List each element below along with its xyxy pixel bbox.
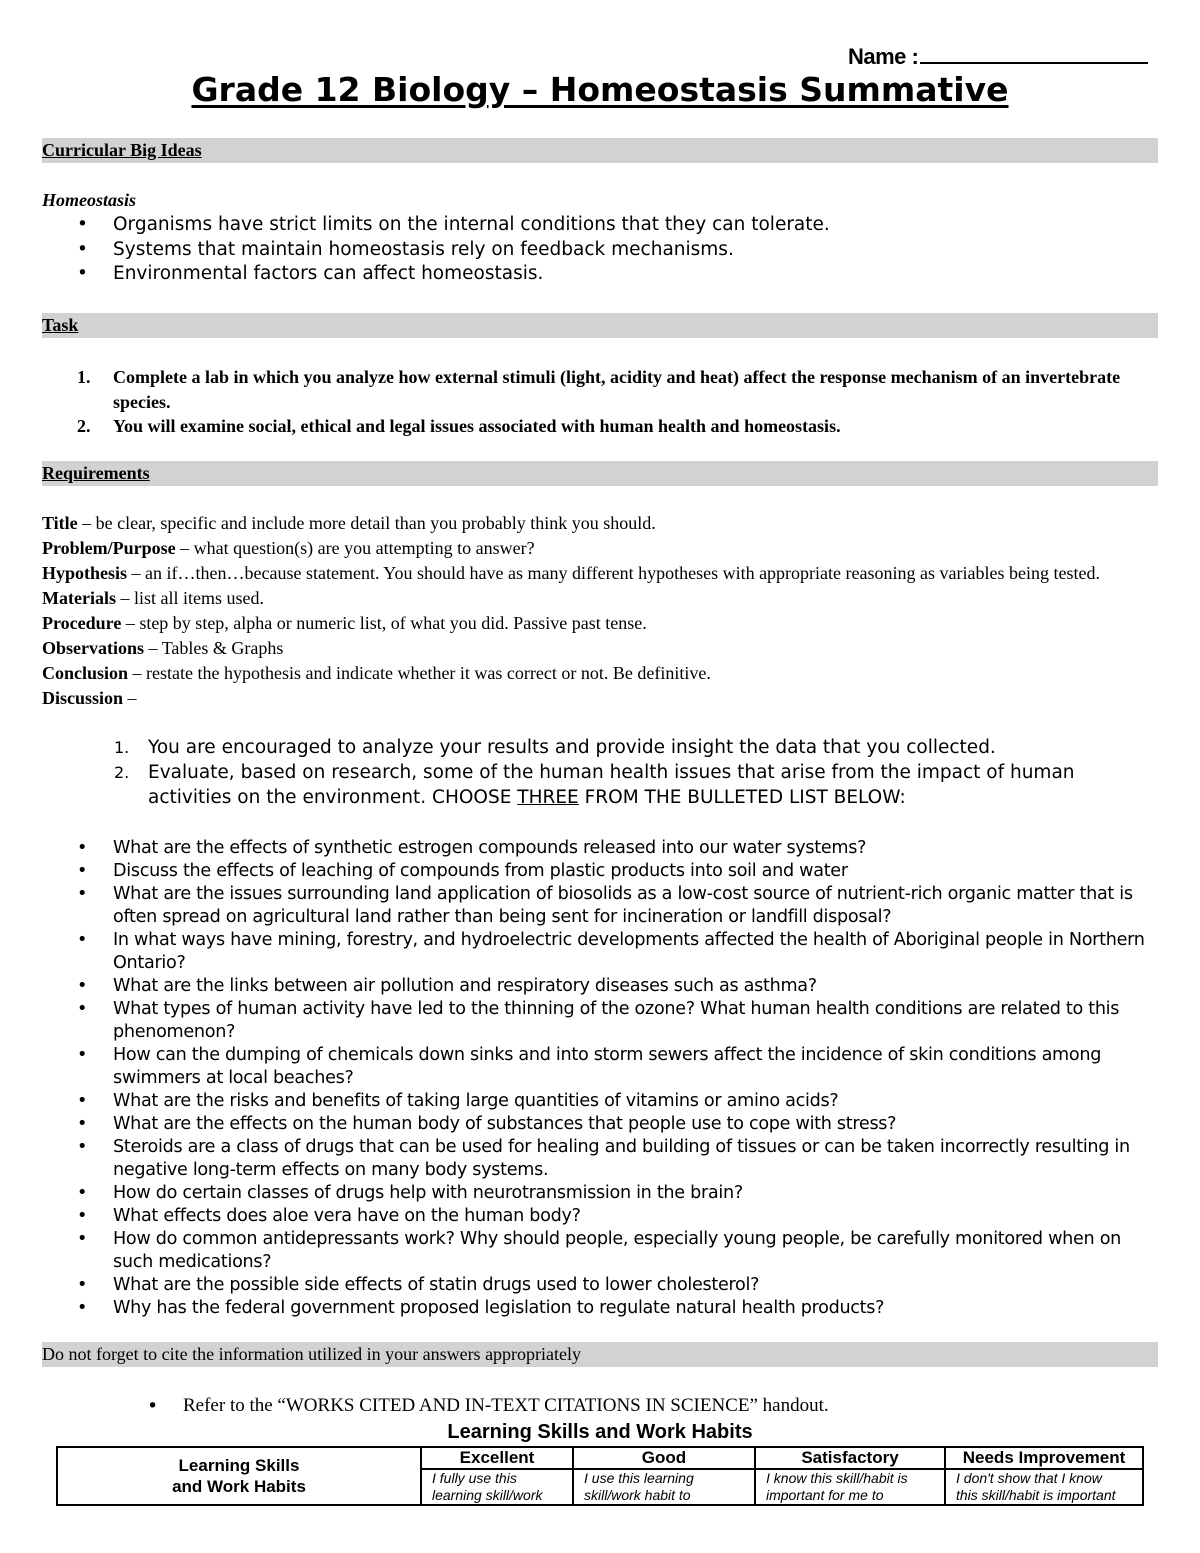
- list-item: • What effects does aloe vera have on the human body?: [113, 1205, 1163, 1228]
- section-heading-requirements: Requirements: [42, 463, 150, 483]
- requirement-text: –: [123, 688, 137, 708]
- cell-line: I fully use this: [432, 1470, 517, 1486]
- list-item: • What are the risks and benefits of taking large quantities of vitamins or amino acids?: [113, 1090, 1163, 1113]
- list-item: • How do common antidepressants work? Why should people, especially young people, be carefully monitored when on such medications?: [113, 1228, 1163, 1274]
- list-item: • Systems that maintain homeostasis rely on feedback mechanisms.: [113, 238, 1173, 263]
- list-item: [77, 414, 1158, 439]
- list-item: • What are the effects of synthetic estrogen compounds released into our water systems?: [113, 837, 1163, 860]
- issues-list: [113, 837, 1163, 1320]
- column-header-needs-improvement: Needs Improvement: [945, 1447, 1143, 1469]
- list-item: • Organisms have strict limits on the internal conditions that they can tolerate.: [113, 213, 1173, 238]
- section-band-cite: [42, 1342, 1158, 1367]
- discussion-text: You are encouraged to analyze your results and provide insight the data that you collected.: [148, 737, 996, 758]
- list-number: 2.: [114, 763, 130, 782]
- list-item: • Why has the federal government proposed legislation to regulate natural health products?: [113, 1297, 1163, 1320]
- big-ideas-list: [113, 213, 1173, 287]
- requirement-term: Problem/Purpose: [42, 538, 176, 558]
- name-field[interactable]: [848, 42, 1148, 70]
- cell-line: skill/work habit to: [584, 1487, 691, 1503]
- column-header-good: Good: [573, 1447, 755, 1469]
- requirement-term: Materials: [42, 588, 116, 608]
- row-header-learning-skills: [57, 1447, 421, 1505]
- list-item: • Discuss the effects of leaching of compounds from plastic products into soil and water: [113, 860, 1163, 883]
- requirement-item: [42, 586, 1152, 611]
- cell-line: I don't show that I know: [956, 1470, 1102, 1486]
- list-item: • Steroids are a class of drugs that can be used for healing and building of tissues or can be taken incorrectly resulting in negative long-term effects on many body systems.: [113, 1136, 1163, 1182]
- requirement-item: [42, 636, 1152, 661]
- requirement-text: – be clear, specific and include more detail than you probably think you should.: [77, 513, 656, 533]
- requirement-text: – restate the hypothesis and indicate whether it was correct or not. Be definitive.: [128, 663, 711, 683]
- section-heading-task: Task: [42, 315, 79, 335]
- requirement-text: – step by step, alpha or numeric list, of what you did. Passive past tense.: [121, 613, 647, 633]
- cell-line: learning skill/work: [432, 1487, 543, 1503]
- list-number: 1.: [77, 367, 91, 387]
- list-item: • What are the links between air pollution and respiratory diseases such as asthma?: [113, 975, 1163, 998]
- requirement-item: [42, 661, 1152, 686]
- cell-line: I know this skill/habit is: [766, 1470, 908, 1486]
- task-text: Complete a lab in which you analyze how external stimuli (light, acidity and heat) affect the response mechanism of an invertebrate species.: [113, 367, 1121, 412]
- row-header-line: Learning Skills: [178, 1456, 300, 1475]
- requirement-item: [42, 611, 1152, 636]
- list-item: • How do certain classes of drugs help with neurotransmission in the brain?: [113, 1182, 1163, 1205]
- table-cell: [945, 1469, 1143, 1505]
- table-header-row: [57, 1447, 1143, 1469]
- cite-handout-note: • Refer to the “WORKS CITED AND IN-TEXT CITATIONS IN SCIENCE” handout.: [183, 1395, 829, 1417]
- name-label: Name :: [848, 44, 919, 69]
- column-header-satisfactory: Satisfactory: [755, 1447, 945, 1469]
- task-text: You will examine social, ethical and legal issues associated with human health and homeostasis.: [113, 416, 841, 436]
- requirement-item: [42, 561, 1152, 586]
- list-number: 1.: [114, 738, 130, 757]
- requirement-term: Discussion: [42, 688, 124, 708]
- section-heading-big-ideas: Curricular Big Ideas: [42, 140, 202, 160]
- table-cell: [755, 1469, 945, 1505]
- discussion-text-end: FROM THE BULLETED LIST BELOW:: [578, 787, 906, 808]
- cell-line: this skill/habit is important: [956, 1487, 1116, 1503]
- list-item: • Environmental factors can affect homeostasis.: [113, 262, 1173, 287]
- requirement-term: Title: [42, 513, 78, 533]
- name-blank-line[interactable]: [920, 42, 1148, 64]
- requirement-text: – list all items used.: [115, 588, 264, 608]
- requirement-item: [42, 536, 1152, 561]
- list-item: [114, 760, 1158, 810]
- section-band-big-ideas: [42, 138, 1158, 163]
- cell-line: I use this learning: [584, 1470, 694, 1486]
- list-item: • What types of human activity have led to the thinning of the ozone? What human health conditions are related to this phenomenon?: [113, 998, 1163, 1044]
- requirements-list: [42, 511, 1152, 711]
- requirement-text: – what question(s) are you attempting to answer?: [175, 538, 535, 558]
- row-header-line: and Work Habits: [172, 1477, 306, 1496]
- list-item: • In what ways have mining, forestry, and hydroelectric developments affected the health of Aboriginal people in Northern Ontario?: [113, 929, 1163, 975]
- requirement-term: Observations: [42, 638, 145, 658]
- requirement-term: Hypothesis: [42, 563, 128, 583]
- list-item: • What are the issues surrounding land application of biosolids as a low-cost source of nutrient-rich organic matter that is often spread on agricultural land rather than being sent for incineration or landfill disposal?: [113, 883, 1163, 929]
- list-item: [114, 735, 1158, 760]
- cite-note: Do not forget to cite the information utilized in your answers appropriately: [42, 1344, 582, 1364]
- table-cell: [573, 1469, 755, 1505]
- learning-skills-title: Learning Skills and Work Habits: [447, 1421, 753, 1443]
- discussion-text: Evaluate, based on research, some of the human health issues that arise from the impact of human activities on the environment. CHOOSE: [148, 762, 1075, 808]
- list-number: 2.: [77, 416, 91, 436]
- requirement-item: [42, 511, 1152, 536]
- requirement-item: [42, 686, 1152, 711]
- discussion-list: [114, 735, 1158, 810]
- list-item: [77, 365, 1158, 414]
- page-title: Grade 12 Biology – Homeostasis Summative: [191, 70, 1009, 109]
- requirement-term: Conclusion: [42, 663, 129, 683]
- emphasis-three: THREE: [517, 787, 579, 808]
- requirement-text: – Tables & Graphs: [144, 638, 284, 658]
- section-band-task: [42, 313, 1158, 338]
- list-item: • What are the effects on the human body of substances that people use to cope with stress?: [113, 1113, 1163, 1136]
- requirement-term: Procedure: [42, 613, 122, 633]
- column-header-excellent: Excellent: [421, 1447, 573, 1469]
- table-cell: [421, 1469, 573, 1505]
- cell-line: important for me to: [766, 1487, 884, 1503]
- task-list: [77, 365, 1158, 439]
- list-item: • How can the dumping of chemicals down sinks and into storm sewers affect the incidence of skin conditions among swimmers at local beaches?: [113, 1044, 1163, 1090]
- learning-skills-table: [56, 1446, 1144, 1506]
- subheading-homeostasis: Homeostasis: [42, 190, 137, 210]
- section-band-requirements: [42, 461, 1158, 486]
- requirement-text: – an if…then…because statement. You should have as many different hypotheses with appropriate reasoning as variables being tested.: [127, 563, 1100, 583]
- list-item: • What are the possible side effects of statin drugs used to lower cholesterol?: [113, 1274, 1163, 1297]
